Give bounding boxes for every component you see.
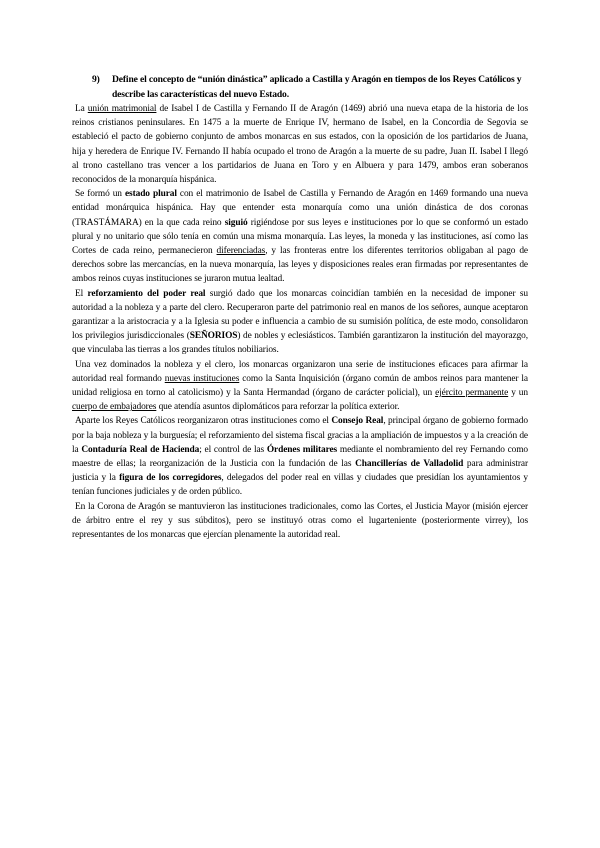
text-run: , principal órgano de gobierno formado por la baja nobleza y la burguesía; el reforzamiento del sistema fiscal gracias a la ampliación de impuestos y a la creación de la xyxy=(72,416,528,455)
underlined-term: ejército permanente xyxy=(435,388,509,399)
text-run: ; el control de las xyxy=(199,444,267,455)
question-heading xyxy=(72,72,528,102)
underlined-term: cuerpo de embajadores xyxy=(72,402,157,413)
bold-term: Consejo Real xyxy=(331,416,384,427)
bold-term: Contaduría Real de Hacienda xyxy=(81,444,200,455)
text-run: Se formó un xyxy=(75,189,125,200)
text-run: , y las fronteras entre los diferentes territorios obligaban al pago de derechos sobre las mercancías, en la nueva monarquía, las leyes y disposiciones reales eran firmadas por representantes de ambos reinos cuyas instituciones se juraron mutua lealtad. xyxy=(72,246,528,285)
text-run: ) de nobles y eclesiásticos. También garantizaron la institución del mayorazgo, que vinculaba las tierras a los grandes títulos nobiliarios. xyxy=(72,331,528,356)
bold-term: estado plural xyxy=(124,189,177,200)
paragraph xyxy=(72,500,528,543)
underlined-term: diferenciadas xyxy=(216,246,266,257)
bold-term: SEÑORIOS xyxy=(189,331,238,342)
paragraph xyxy=(72,102,528,187)
bold-term: reforzamiento del poder real xyxy=(87,288,206,299)
underlined-term: nuevas instituciones xyxy=(164,373,240,384)
text-run: de Isabel I de Castilla y Fernando II de Aragón (1469) abrió una nueva etapa de la historia de los reinos cristianos peninsulares. En 1475 a la muerte de Enrique IV, hermano de Isabel, en la Concordia de Segovia se estableció el pacto de gobierno conjunto de ambos monarcas en sus estados, con la oposición de los partidarios de Juana, hija y heredera de Enrique IV. Fernando II había ocupado el trono de Aragón a la muerte de su padre, Juan II. Isabel I llegó al trono castellano tras vencer a los partidarios de Juana en Toro y en Albuera y para 1479, ambos eran soberanos reconocidos de la monarquía hispánica. xyxy=(72,104,528,186)
paragraph xyxy=(72,358,528,415)
text-run: surgió dado que los monarcas coincidían también en la necesidad de imponer su autoridad a la nobleza y a parte del clero. Recuperaron parte del patrimonio real en manos de los señores, aunque aceptaron garantizar a la aristocracia y a la Iglesia su poder e influencia a cambio de su sumisión política, de este modo, consolidaron los privilegios jurisdiccionales ( xyxy=(72,288,528,342)
text-run: para administrar justicia y la xyxy=(72,459,528,484)
text-run: como la Santa Inquisición (órgano común de ambos reinos para mantener la unidad religiosa en torno al catolicismo) y la Santa Hermandad (órgano de carácter policial), un xyxy=(72,373,528,399)
text-run: rigiéndose por sus leyes e instituciones por lo que se conformó un estado plural y no unitario que sólo tenía en común una misma monarquía. Las leyes, la moneda y las instituciones, así como las Cortes de cada reino, permanecieron xyxy=(72,217,528,257)
paragraph xyxy=(72,187,528,286)
text-run: que atendía asuntos diplomáticos para reforzar la política exterior. xyxy=(156,402,400,413)
text-run: El xyxy=(75,288,88,299)
bold-term: Órdenes militares xyxy=(266,444,338,455)
paragraph xyxy=(72,414,528,499)
text-run: Aparte los Reyes Católicos reorganizaron otras instituciones como el xyxy=(75,416,332,427)
paragraph xyxy=(72,287,528,358)
text-run: con el matrimonio de Isabel de Castilla y Fernando de Aragón en 1469 formando una nueva entidad monárquica hispánica. Hay que entender esta monarquía como una unión dinástica de dos coronas (TRASTÁMARA) en la que cada reino xyxy=(72,189,528,228)
text-run: , delegados del poder real en villas y ciudades que presidían los ayuntamientos y tenían funciones judiciales y de orden público. xyxy=(72,473,528,498)
bold-term: siguió xyxy=(224,217,248,228)
text-run: mediante el nombramiento del rey Fernando como maestre de ellas; la reorganización de la Justicia con la fundación de las xyxy=(72,444,528,470)
answer-body xyxy=(72,102,528,542)
underlined-term: unión matrimonial xyxy=(87,104,157,114)
bold-term: figura de los corregidores xyxy=(119,473,222,484)
question-text: Define el concepto de “unión dinástica” aplicado a Castilla y Aragón en tiempos de los Reyes Católicos y describe las características del nuevo Estado. xyxy=(112,74,522,100)
text-run: La xyxy=(75,104,88,114)
text-run: Una vez dominados la nobleza y el clero, los monarcas organizaron una serie de instituciones eficaces para afirmar la autoridad real formando xyxy=(72,359,528,384)
bold-term: Chancillerías de Valladolid xyxy=(355,459,464,470)
text-run: y un xyxy=(508,388,528,399)
question-number: 9) xyxy=(92,74,100,85)
text-run: En la Corona de Aragón se mantuvieron las instituciones tradicionales, como las Cortes, el Justicia Mayor (misión ejercer de árbitro entre el rey y sus súbditos), pero se instituyó otras como el lugarteniente (posteriormente virrey), los representantes de los monarcas que ejercían plenamente la autoridad real. xyxy=(72,501,528,541)
